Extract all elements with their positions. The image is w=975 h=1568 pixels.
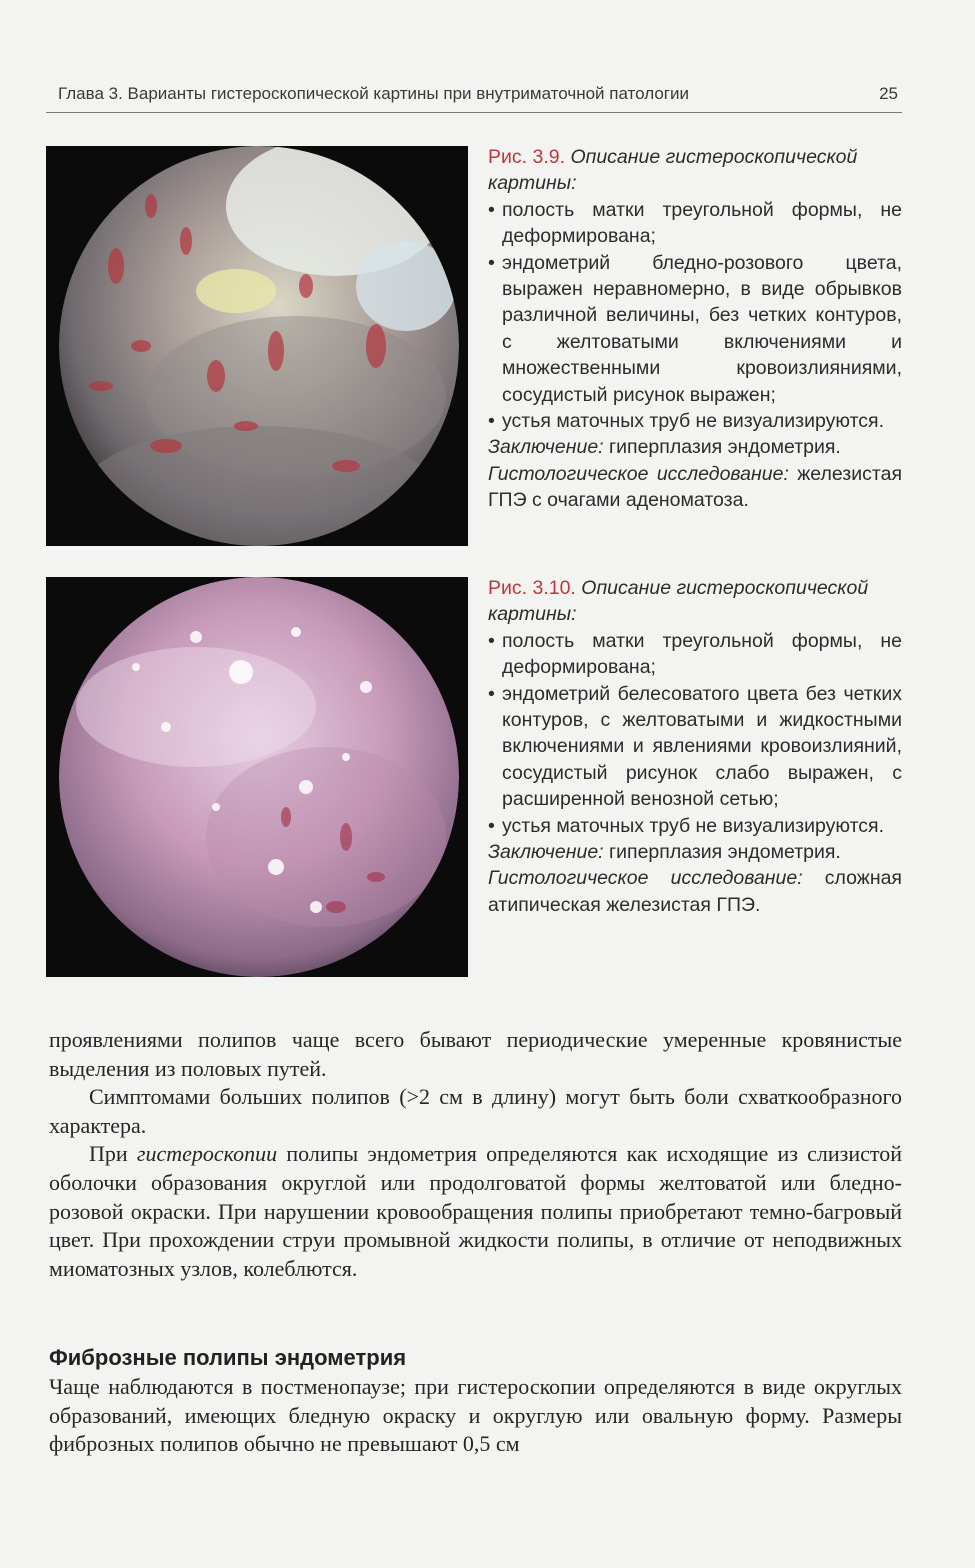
- paragraph: Чаще наблюдаются в постменопаузе; при гистероскопии определяются в виде округлых образований, имеющих бледную окраску и округлую или овальную форму. Размеры фиброзных полипов обычно не превышают 0,5 см: [49, 1374, 902, 1457]
- paragraph: При гистероскопии полипы эндометрия определяются как исходящие из слизистой оболочки образования округлой или продолговатой формы желтоватой или бледно-розовой окраски. При нарушении кровообращения полипы приобретают темно-багровый цвет. При прохождении струи промывной жидкости полипы, в отличие от неподвижных миоматозных узлов, колеблются.: [49, 1141, 903, 1281]
- histology: Гистологическое исследование: сложная атипическая железистая ГПЭ.: [488, 867, 902, 916]
- figure-label: Рис. 3.10.: [488, 577, 576, 599]
- figure-3-10-caption: [488, 575, 902, 918]
- page-number: 25: [879, 84, 898, 103]
- section-body: [49, 1373, 902, 1459]
- caption-intro: Описание гистероскопической картины:: [488, 146, 858, 195]
- caption-heading: [488, 144, 902, 197]
- page-header: [46, 82, 902, 113]
- caption-heading: [488, 575, 902, 628]
- list-item: • эндометрий бледно-розового цвета, выражен неравномерно, в виде обрывков различной величины, без четких контуров, с желтоватыми включениями и множественными кровоизлияниями, сосудистый рисунок выражен;: [488, 251, 902, 406]
- list-item: • устья маточных труб не визуализируются.: [488, 814, 885, 837]
- paragraph: Симптомами больших полипов (>2 см в длину) могут быть боли схваткообразного характера.: [49, 1084, 902, 1138]
- caption-list: [488, 628, 902, 839]
- caption-list: [488, 197, 902, 435]
- conclusion: Заключение: гиперплазия эндометрия.: [488, 436, 841, 459]
- figure-3-9-caption: [488, 144, 902, 514]
- section-heading: Фиброзные полипы эндометрия: [49, 1345, 407, 1370]
- chapter-title: Глава 3. Варианты гистероскопической картины при внутриматочной патологии: [58, 84, 689, 103]
- list-item: • полость матки треугольной формы, не деформирована;: [488, 198, 902, 248]
- figure-label: Рис. 3.9.: [488, 146, 566, 168]
- caption-intro: Описание гистероскопической картины:: [488, 577, 869, 626]
- list-item: • эндометрий белесоватого цвета без четких контуров, с желтоватыми и жидкостными включениями и явлениями кровоизлияний, сосудистый рисунок слабо выражен, с расширенной венозной сетью;: [488, 682, 902, 811]
- list-item: • полость матки треугольной формы, не деформирована;: [488, 629, 902, 679]
- list-item: • устья маточных труб не визуализируются.: [488, 410, 885, 433]
- figure-3-9-image: [46, 146, 468, 546]
- conclusion: Заключение: гиперплазия эндометрия.: [488, 841, 841, 864]
- paragraph: проявлениями полипов чаще всего бывают периодические умеренные кровянистые выделения из половых путей.: [49, 1027, 902, 1081]
- body-text: [49, 1026, 902, 1283]
- figure-3-10-image: [46, 577, 468, 977]
- histology: Гистологическое исследование: железистая ГПЭ с очагами аденоматоза.: [488, 462, 903, 512]
